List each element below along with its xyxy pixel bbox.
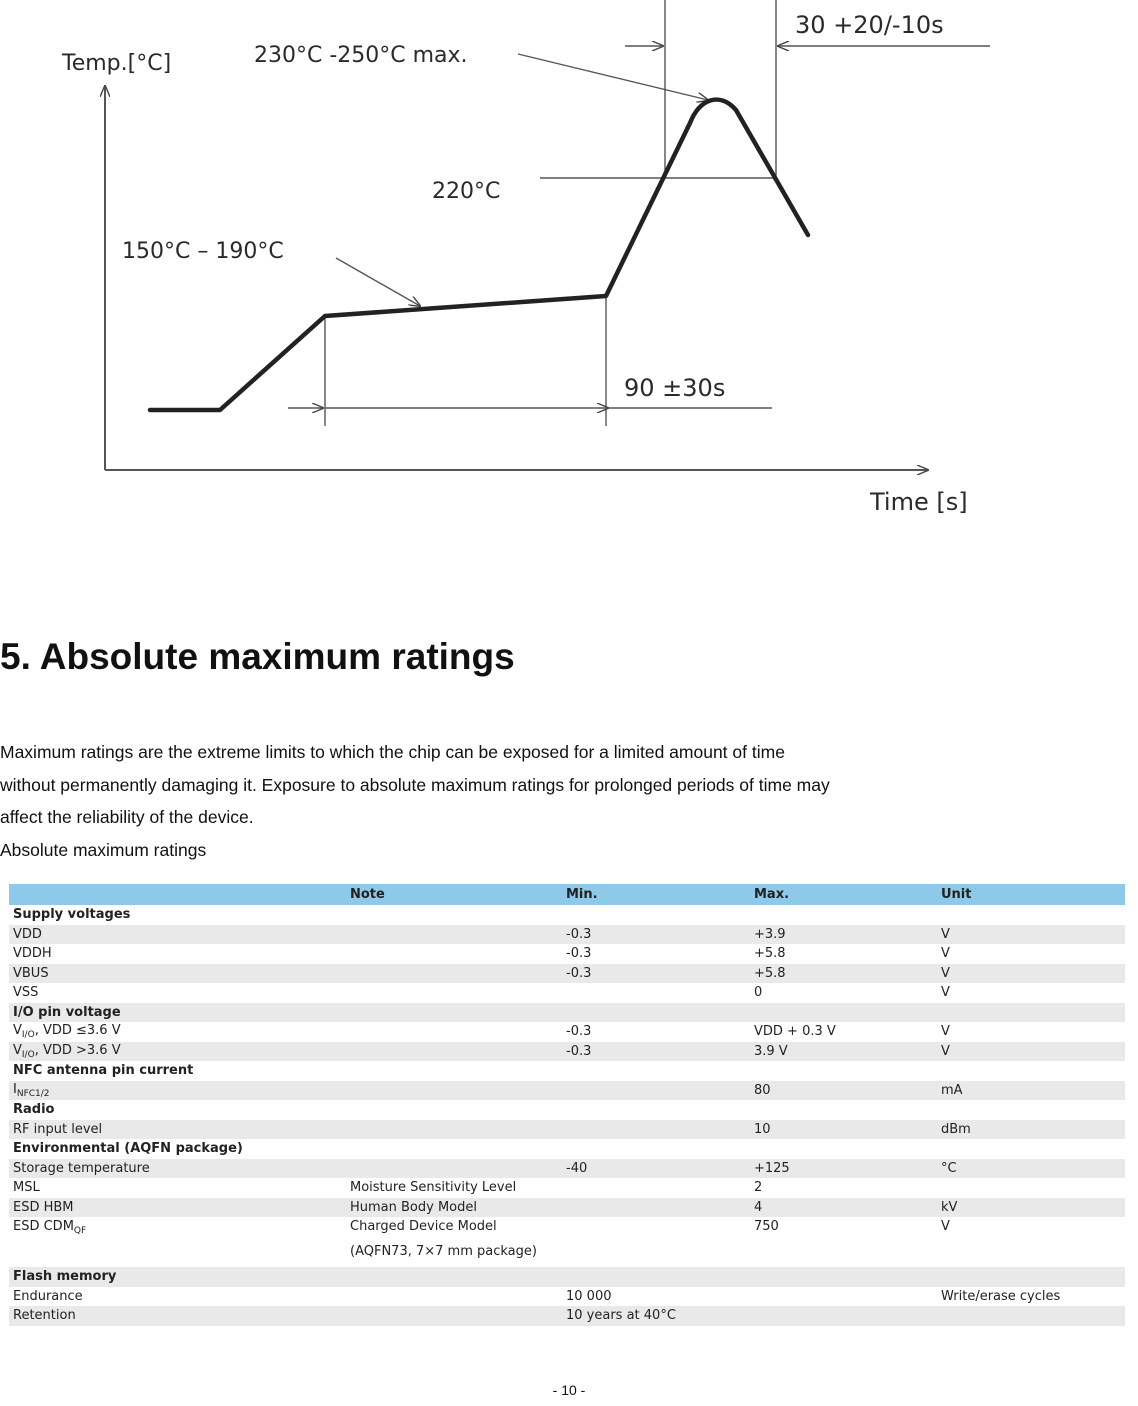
- cell-parameter: [9, 1022, 346, 1042]
- param-subscript: QF: [73, 1226, 87, 1236]
- group-label: NFC antenna pin current: [9, 1061, 346, 1081]
- table-caption: Absolute maximum ratings: [0, 839, 207, 860]
- cell-note: [346, 1061, 562, 1081]
- cell-min: -0.3: [562, 944, 750, 964]
- cell-min: [562, 1061, 750, 1081]
- cell-unit: [937, 1178, 1125, 1198]
- table-row: [9, 1217, 1125, 1267]
- cell-unit: [937, 1003, 1125, 1023]
- table-row: [9, 1022, 1125, 1042]
- cell-max: +5.8: [750, 964, 937, 984]
- cell-max: [750, 1267, 937, 1287]
- cell-min: [562, 905, 750, 925]
- cell-max: 80: [750, 1081, 937, 1101]
- cell-parameter: [9, 1217, 346, 1267]
- table-row: [9, 1081, 1125, 1101]
- table-row: [9, 1287, 1125, 1307]
- param-subscript: NFC1/2: [16, 1088, 50, 1099]
- cell-note: [346, 1003, 562, 1023]
- soak-temperature-label: 150°C – 190°C: [122, 239, 284, 264]
- cell-note: [346, 1081, 562, 1101]
- cell-unit: V: [937, 944, 1125, 964]
- cell-note: [346, 1287, 562, 1307]
- cell-max: 0: [750, 983, 937, 1003]
- cell-min: -0.3: [562, 964, 750, 984]
- cell-min: [562, 1267, 750, 1287]
- cell-unit: [937, 1139, 1125, 1159]
- param-condition: , VDD ≤3.6 V: [34, 1023, 121, 1039]
- cell-unit: V: [937, 1022, 1125, 1042]
- y-axis-label: Temp.[°C]: [62, 51, 172, 76]
- table-row: [9, 1178, 1125, 1198]
- cell-min: -0.3: [562, 1042, 750, 1062]
- paragraph-line: affect the reliability of the device.: [0, 807, 254, 827]
- cell-note: [346, 944, 562, 964]
- cell-note: [346, 1022, 562, 1042]
- cell-parameter: Retention: [9, 1306, 346, 1326]
- param-symbol: V: [13, 1023, 22, 1039]
- cell-min: [562, 1081, 750, 1101]
- param-subscript: I/O: [21, 1049, 35, 1060]
- table-group-row: [9, 905, 1125, 925]
- cell-min: -40: [562, 1159, 750, 1179]
- cell-parameter: Endurance: [9, 1287, 346, 1307]
- group-label: Flash memory: [9, 1267, 346, 1287]
- cell-unit: Write/erase cycles: [937, 1287, 1125, 1307]
- cell-unit: dBm: [937, 1120, 1125, 1140]
- x-axis-label: Time [s]: [870, 488, 968, 516]
- cell-unit: [937, 1061, 1125, 1081]
- cell-min: [562, 1217, 750, 1267]
- cell-min: 10 years at 40°C: [562, 1306, 750, 1326]
- paragraph-line: Maximum ratings are the extreme limits to which the chip can be exposed for a limited amount of time: [0, 742, 785, 762]
- group-label: Environmental (AQFN package): [9, 1139, 346, 1159]
- table-row: [9, 1306, 1125, 1326]
- paragraph-line: without permanently damaging it. Exposure to absolute maximum ratings for prolonged periods of time may: [0, 774, 830, 795]
- cell-max: VDD + 0.3 V: [750, 1022, 937, 1042]
- cell-parameter: [9, 1081, 346, 1101]
- cell-parameter: RF input level: [9, 1120, 346, 1140]
- cell-note: [346, 1267, 562, 1287]
- cell-max: 4: [750, 1198, 937, 1218]
- peak-leader-arrow: [518, 54, 708, 100]
- cell-parameter: VDDH: [9, 944, 346, 964]
- cell-max: [750, 905, 937, 925]
- cell-max: [750, 1287, 937, 1307]
- param-condition: , VDD >3.6 V: [34, 1042, 121, 1058]
- cell-max: [750, 1061, 937, 1081]
- note-line-2: (AQFN73, 7×7 mm package): [350, 1244, 537, 1259]
- cell-note: [346, 964, 562, 984]
- cell-unit: V: [937, 983, 1125, 1003]
- table-row: [9, 983, 1125, 1003]
- table-group-row: [9, 1267, 1125, 1287]
- table-row: [9, 964, 1125, 984]
- table-row: [9, 1120, 1125, 1140]
- peak-time-label: 30 +20/-10s: [795, 11, 944, 39]
- cell-min: [562, 1178, 750, 1198]
- cell-min: [562, 1120, 750, 1140]
- cell-max: [750, 1100, 937, 1120]
- page-number: - 10 -: [552, 1382, 586, 1398]
- cell-unit: mA: [937, 1081, 1125, 1101]
- cell-unit: [937, 1306, 1125, 1326]
- cell-unit: [937, 1267, 1125, 1287]
- cell-unit: V: [937, 1042, 1125, 1062]
- cell-max: 750: [750, 1217, 937, 1267]
- cell-max: [750, 1306, 937, 1326]
- cell-max: +3.9: [750, 925, 937, 945]
- table-header-row: [9, 884, 1125, 905]
- header-parameter: [9, 884, 346, 905]
- table-row: [9, 925, 1125, 945]
- group-label: Radio: [9, 1100, 346, 1120]
- cell-parameter: VSS: [9, 983, 346, 1003]
- cell-parameter: VBUS: [9, 964, 346, 984]
- param-symbol: ESD CDM: [13, 1219, 74, 1234]
- cell-unit: °C: [937, 1159, 1125, 1179]
- cell-note: Human Body Model: [346, 1198, 562, 1218]
- peak-temperature-label: 230°C -250°C max.: [254, 43, 468, 68]
- table-group-row: [9, 1061, 1125, 1081]
- cell-unit: [937, 905, 1125, 925]
- cell-max: 2: [750, 1178, 937, 1198]
- header-min: Min.: [562, 884, 750, 905]
- absolute-maximum-ratings-table: [9, 884, 1125, 1326]
- group-label: Supply voltages: [9, 905, 346, 925]
- cell-max: [750, 1139, 937, 1159]
- section-title: 5. Absolute maximum ratings: [0, 636, 515, 677]
- cell-note: [346, 925, 562, 945]
- cell-min: -0.3: [562, 925, 750, 945]
- soak-time-label: 90 ±30s: [624, 374, 726, 402]
- reflow-profile-figure: [0, 0, 1138, 560]
- table-group-row: [9, 1003, 1125, 1023]
- cell-min: 10 000: [562, 1287, 750, 1307]
- cell-unit: kV: [937, 1198, 1125, 1218]
- cell-min: -0.3: [562, 1022, 750, 1042]
- cell-min: [562, 1139, 750, 1159]
- cell-note: [346, 1100, 562, 1120]
- table-row: [9, 1198, 1125, 1218]
- cell-unit: V: [937, 964, 1125, 984]
- cell-min: [562, 1198, 750, 1218]
- cell-max: +5.8: [750, 944, 937, 964]
- table-row: [9, 944, 1125, 964]
- table-group-row: [9, 1139, 1125, 1159]
- param-subscript: I/O: [21, 1030, 35, 1041]
- cell-min: [562, 1100, 750, 1120]
- cell-note: [346, 1042, 562, 1062]
- cell-note: [346, 1306, 562, 1326]
- cell-note: [346, 1139, 562, 1159]
- cell-note: [346, 905, 562, 925]
- cell-unit: [937, 1100, 1125, 1120]
- cell-max: +125: [750, 1159, 937, 1179]
- cell-parameter: Storage temperature: [9, 1159, 346, 1179]
- cell-unit: V: [937, 1217, 1125, 1267]
- soak-leader-arrow: [336, 258, 420, 306]
- param-symbol: V: [13, 1042, 22, 1058]
- cell-min: [562, 1003, 750, 1023]
- param-symbol: I: [13, 1081, 17, 1097]
- cell-parameter: MSL: [9, 1178, 346, 1198]
- group-label: I/O pin voltage: [9, 1003, 346, 1023]
- header-max: Max.: [750, 884, 937, 905]
- cell-note: [346, 1159, 562, 1179]
- liquidus-temperature-label: 220°C: [432, 179, 501, 204]
- cell-note: Moisture Sensitivity Level: [346, 1178, 562, 1198]
- cell-max: 3.9 V: [750, 1042, 937, 1062]
- cell-max: [750, 1003, 937, 1023]
- cell-max: 10: [750, 1120, 937, 1140]
- cell-note: [346, 983, 562, 1003]
- table-row: [9, 1159, 1125, 1179]
- cell-parameter: [9, 1042, 346, 1062]
- note-line: Charged Device Model: [350, 1219, 497, 1234]
- cell-note: [346, 1217, 562, 1267]
- table-group-row: [9, 1100, 1125, 1120]
- header-unit: Unit: [937, 884, 1125, 905]
- header-note: Note: [346, 884, 562, 905]
- cell-note: [346, 1120, 562, 1140]
- table-row: [9, 1042, 1125, 1062]
- cell-min: [562, 983, 750, 1003]
- intro-text: [0, 736, 1000, 866]
- cell-parameter: ESD HBM: [9, 1198, 346, 1218]
- cell-parameter: VDD: [9, 925, 346, 945]
- cell-unit: V: [937, 925, 1125, 945]
